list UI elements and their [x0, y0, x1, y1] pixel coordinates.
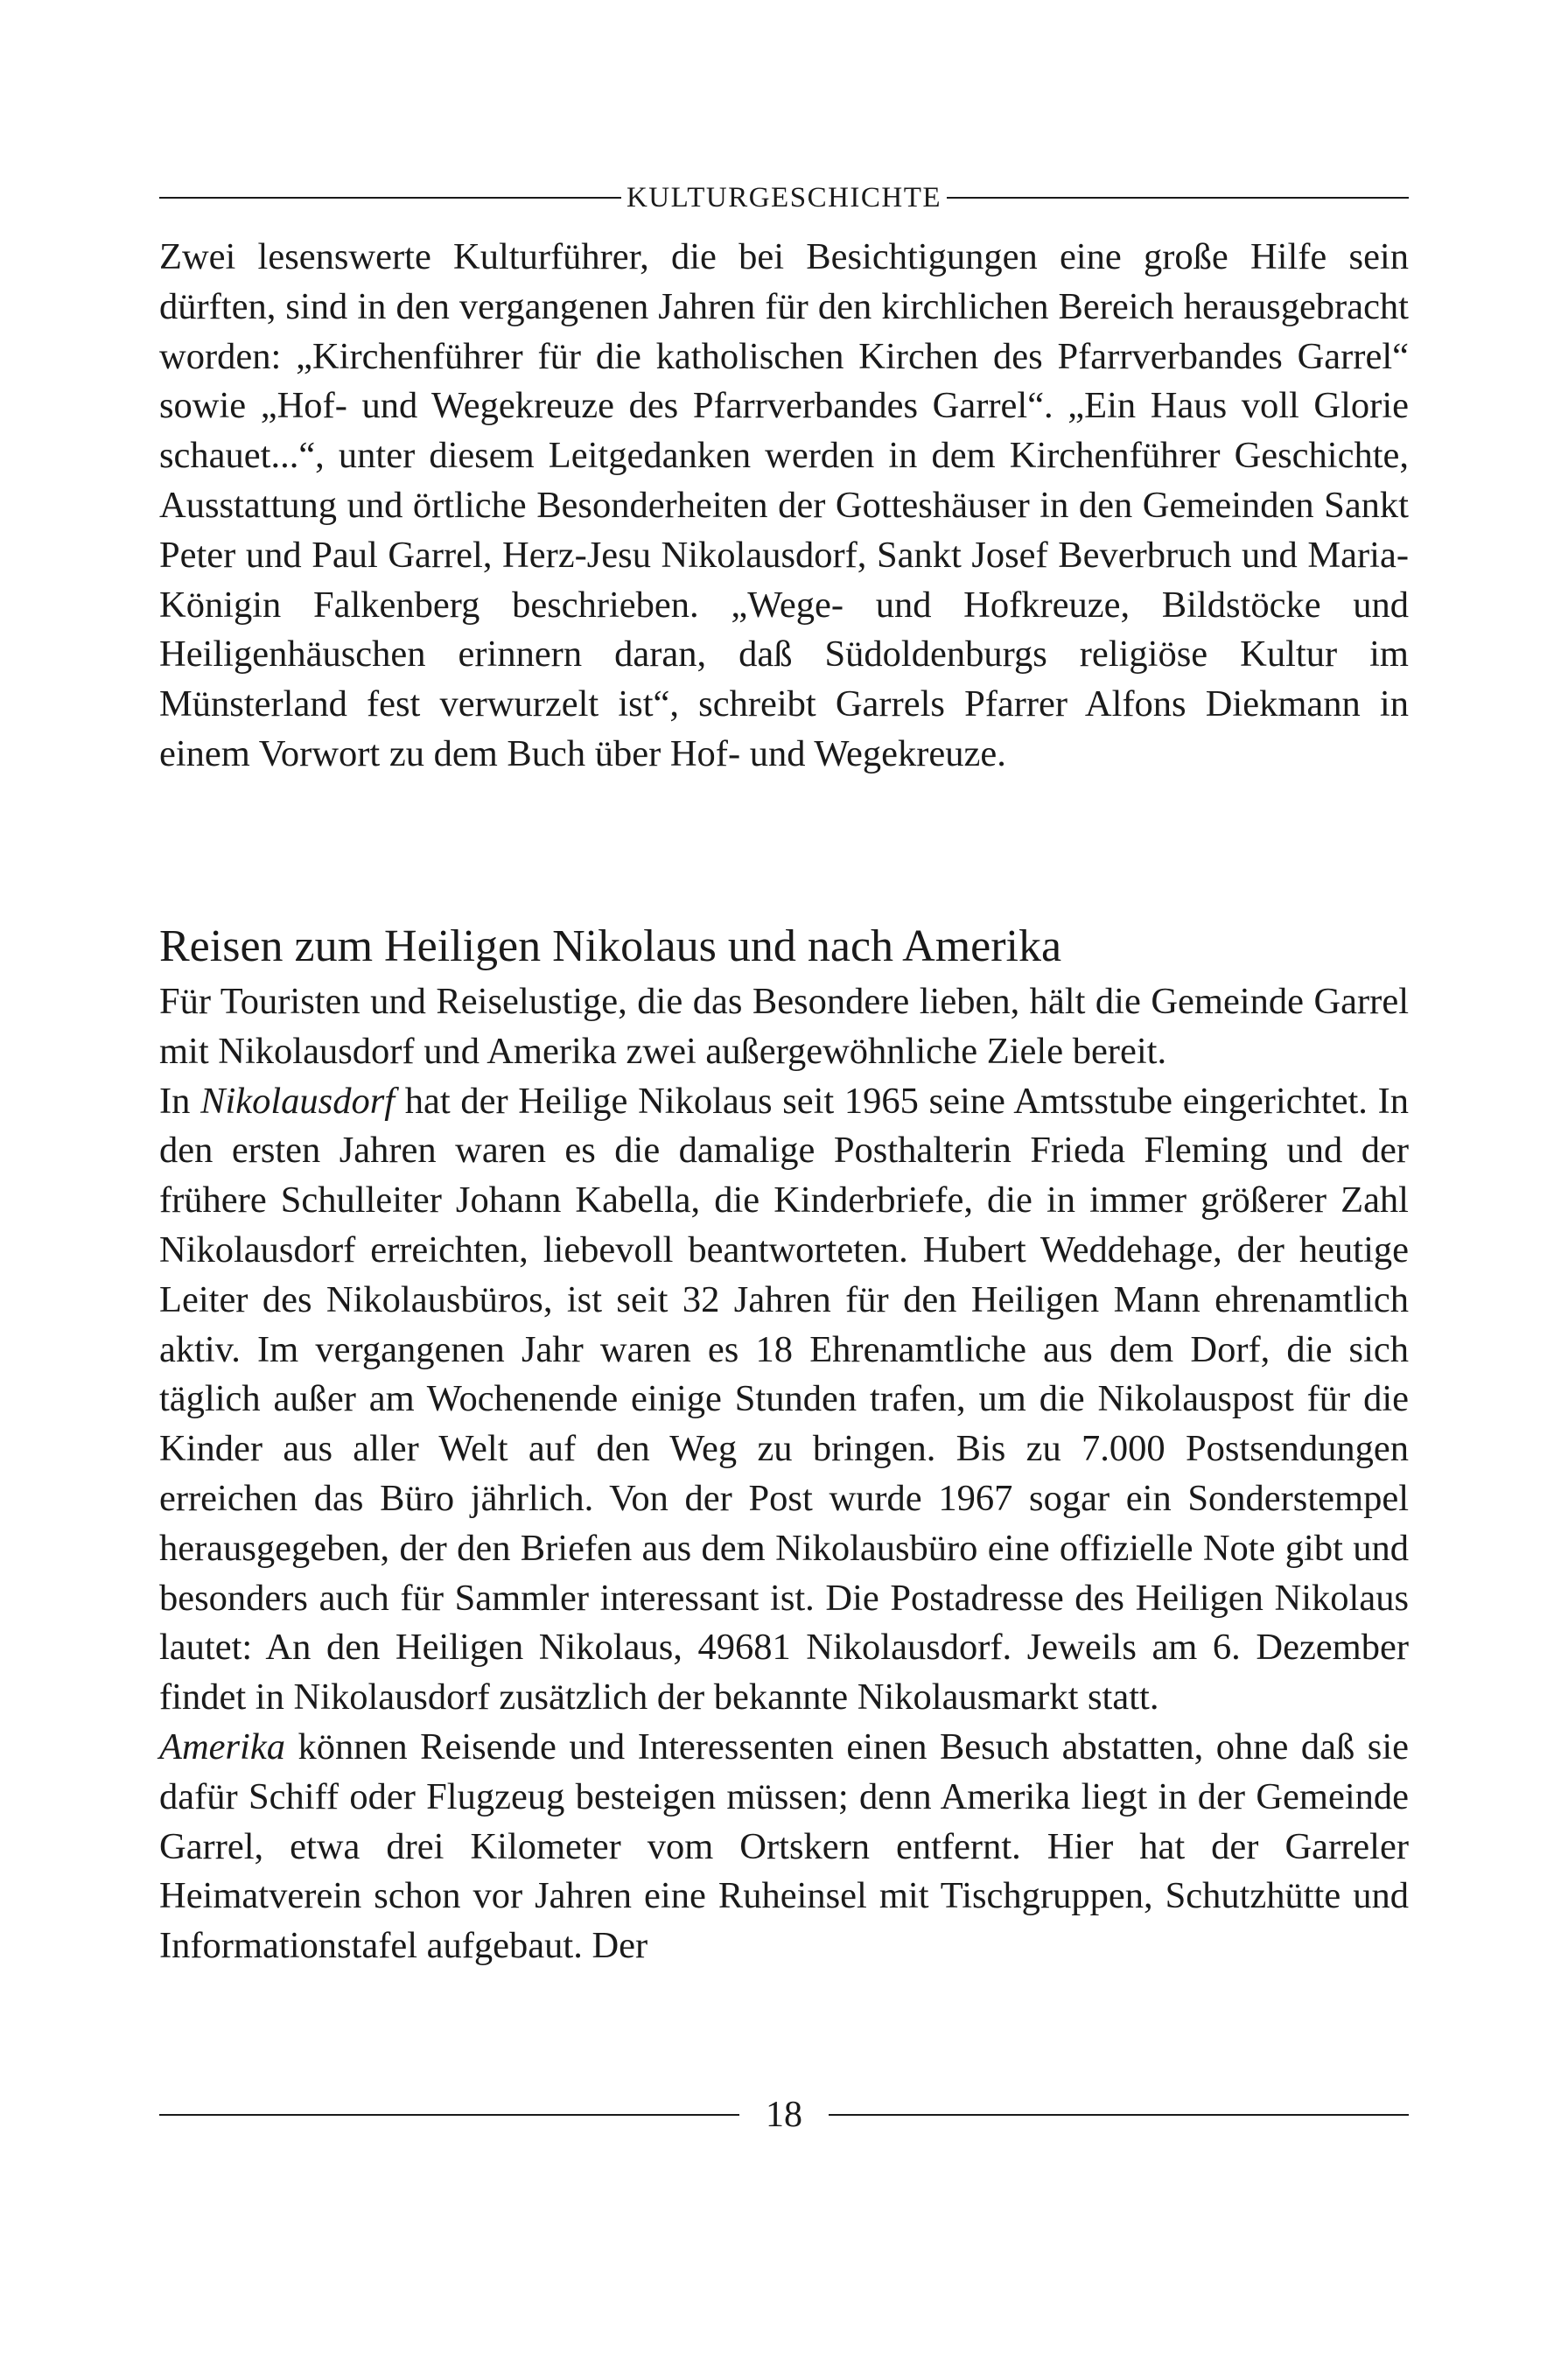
intro-paragraph: Zwei lesenswerte Kulturführer, die bei Besichtigungen eine große Hilfe sein dürften, sind in den vergangenen Jahren für den kirchlichen Bereich herausgebracht worden: „Kirchenführer für die katholischen Kirchen des Pfarrverbandes Garrel“ sowie „Hof- und Wegekreuze des Pfarrverbandes Garrel“. „Ein Haus voll Glorie schauet...“, unter diesem Leitgedanken werden in dem Kirchenführer Geschichte, Ausstattung und örtliche Besonderheiten der Gotteshäuser in den Gemeinden Sankt Peter und Paul Garrel, Herz-Jesu Nikolausdorf, Sankt Josef Beverbruch und Maria-Königin Falkenberg beschrieben. „Wege- und Hofkreuze, Bildstöcke und Heiligenhäuschen erinnern daran, daß Südoldenburgs religiöse Kultur im Münsterland fest verwurzelt ist“, schreibt Garrels Pfarrer Alfons Diekmann in einem Vorwort zu dem Buch über Hof- und Wegekreuze.	[159, 236, 1409, 774]
section-text-block	[159, 977, 1409, 1971]
section-paragraph-3	[159, 1723, 1409, 1971]
header-title: KULTURGESCHICHTE	[626, 182, 942, 214]
paragraph-2-text: hat der Heilige Nikolaus seit 1965 seine Amtsstube eingerichtet. In den ersten Jahren waren es die damalige Posthalterin Frieda Fleming und der frühere Schulleiter Johann Kabella, die Kinderbriefe, die in immer größerer Zahl Nikolausdorf erreichten, liebevoll beantworteten. Hubert Weddehage, der heutige Leiter des Nikolausbüros, ist seit 32 Jahren für den Heiligen Mann ehrenamtlich aktiv. Im vergangenen Jahr waren es 18 Ehrenamtliche aus dem Dorf, die sich täglich außer am Wochenende einige Stunden trafen, um die Nikolauspost für die Kinder aus aller Welt auf den Weg zu bringen. Bis zu 7.000 Postsendungen erreichen das Büro jährlich. Von der Post wurde 1967 sogar ein Sonderstempel herausgegeben, der den Briefen aus dem Nikolausbüro eine offizielle Note gibt und besonders auch für Sammler interessant ist. Die Postadresse des Heiligen Nikolaus lautet: An den Heiligen Nikolaus, 49681 Nikolausdorf. Jeweils am 6. Dezember findet in Nikolausdorf zusätzlich der bekannte Nikolausmarkt statt.	[159, 1080, 1410, 1718]
section-paragraph-2	[159, 1077, 1409, 1723]
section-heading: Reisen zum Heiligen Nikolaus und nach Amerika	[159, 921, 1062, 971]
page-number: 18	[766, 2095, 802, 2135]
header-rule-left	[159, 197, 621, 199]
running-header	[159, 180, 1409, 215]
paragraph-3-text: können Reisende und Interessenten einen Besuch abstatten, ohne daß sie dafür Schiff oder Flugzeug besteigen müssen; denn Amerika liegt in der Gemeinde Garrel, etwa drei Kilometer vom Ortskern entfernt. Hier hat der Garreler Heimatverein schon vor Jahren eine Ruheinsel mit Tischgruppen, Schutzhütte und Informationstafel aufgebaut. Der	[159, 1726, 1409, 1967]
footer-rule-left	[159, 2114, 739, 2116]
intro-text-block	[159, 233, 1409, 780]
place-name-amerika: Amerika	[159, 1726, 285, 1768]
paragraph-2-lead: In	[159, 1080, 191, 1122]
section-paragraph-1: Für Touristen und Reiselustige, die das Besondere lieben, hält die Gemeinde Garrel mit Nikolausdorf und Amerika zwei außergewöhnliche Ziele bereit.	[159, 981, 1409, 1072]
header-rule-right	[947, 197, 1409, 199]
place-name-nikolausdorf: Nikolausdorf	[200, 1080, 396, 1122]
footer-rule-right	[829, 2114, 1409, 2116]
page-footer	[159, 2093, 1409, 2137]
